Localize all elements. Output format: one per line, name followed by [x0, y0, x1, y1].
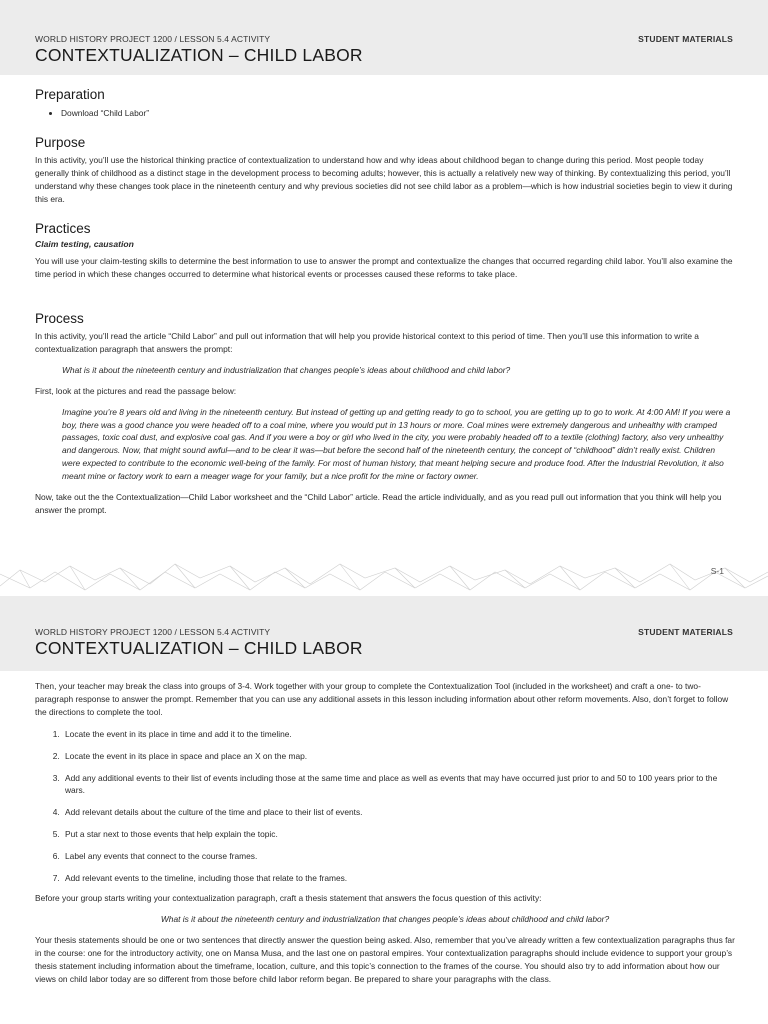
process-after: Now, take out the the Contextualization—Child Labor worksheet and the “Child Labor” article. Read the article individually, and as you read pull out information that you think will help you answer the prompt.: [35, 492, 722, 515]
process-heading: Process: [35, 311, 84, 326]
process-section: [35, 311, 735, 517]
step-item: 6. Label any events that connect to the course frames.: [62, 850, 735, 863]
practices-subheading: Claim testing, causation: [35, 239, 134, 249]
course-label: WORLD HISTORY PROJECT 1200 / LESSON 5.4 ACTIVITY: [35, 627, 271, 637]
student-materials-label: STUDENT MATERIALS: [638, 34, 733, 44]
preparation-item: • Download “Child Labor”: [61, 107, 735, 120]
purpose-heading: Purpose: [35, 135, 86, 150]
page2-prompt: What is it about the nineteenth century and industrialization that changes people’s ideas about childhood and child labor?: [160, 913, 610, 924]
preparation-list: [35, 107, 735, 120]
practices-heading: Practices: [35, 221, 91, 236]
step-item: 1. Locate the event in its place in time and add it to the timeline.: [62, 728, 735, 741]
step-item: 5. Put a star next to those events that help explain the topic.: [62, 828, 735, 841]
process-first: First, look at the pictures and read the passage below:: [35, 385, 237, 396]
student-materials-label: STUDENT MATERIALS: [638, 627, 733, 637]
process-intro: In this activity, you’ll read the article “Child Labor” and pull out information that will help you provide historical context to this period of time. Then you’ll use this information to write a contextualization paragraph that answers the prompt:: [35, 331, 699, 354]
preparation-section: [35, 87, 735, 120]
decorative-mesh-pattern: [0, 556, 768, 596]
process-prompt: What is it about the nineteenth century and industrialization that changes people’s ideas about childhood and child labor?: [62, 364, 511, 375]
page-title: CONTEXTUALIZATION – CHILD LABOR: [35, 45, 363, 65]
purpose-text: In this activity, you’ll use the historical thinking practice of contextualization to understand how and why ideas about childhood began to change during this period. Most people today generally think of childhood as a distinct stage in the development process to becoming adults; however, this is actually a relatively new way of thinking. By contextualizing this period, you’ll understand why these changes took place in the nineteenth century and why previous societies did not see child labor as a problem—which is how industrial societies begin to view it during this era.: [35, 155, 733, 204]
page-number: S-1: [710, 566, 724, 576]
page2-intro: Then, your teacher may break the class into groups of 3-4. Work together with your group to complete the Contextualization Tool (included in the worksheet) and craft a one- to two-paragraph response to answer the prompt. Remember that you can use any additional assets in this lesson including information about other reform movements. Also, don’t forget to follow the directions to complete the tool.: [35, 681, 729, 717]
step-item: 2. Locate the event in its place in space and place an X on the map.: [62, 750, 735, 763]
step-item: 4. Add relevant details about the culture of the time and place to their list of events.: [62, 806, 735, 819]
page2-body: [35, 680, 735, 985]
page-title: CONTEXTUALIZATION – CHILD LABOR: [35, 638, 363, 658]
purpose-section: [35, 135, 735, 206]
preparation-heading: Preparation: [35, 87, 105, 102]
tool-steps-list: [35, 728, 735, 885]
page2-before: Before your group starts writing your contextualization paragraph, craft a thesis statement that answers the focus question of this activity:: [35, 892, 542, 903]
step-item: 3. Add any additional events to their list of events including those at the same time and place as well as events that may have occurred just prior to and 50 to 100 years prior to the wars.: [62, 772, 735, 798]
step-item: 7. Add relevant events to the timeline, including those that relate to the frames.: [62, 872, 735, 885]
course-label: WORLD HISTORY PROJECT 1200 / LESSON 5.4 ACTIVITY: [35, 34, 271, 44]
process-passage: Imagine you’re 8 years old and living in the nineteenth century. But instead of getting up and getting ready to go to school, you are getting up to go to work. At 4:00 AM! If you were a boy, there was a good chance you were headed off to a coal mine, where you would put in 13 hours or more. Coal mines were extremely dangerous and unhealthy with cramped passages, toxic coal dust, and explosive coal gas. And if you were a boy or girl who lived in the city, you were probably headed off to a textile (clothing) factory, also very unhealthy and dangerous. Now, that might sound awful—and to be clear it was—but before the second half of the nineteenth century, the concept of “childhood” didn’t really exist. Children were expected to contribute to the economic well-being of the family. For most of human history, that meant helping secure and produce food. After the Industrial Revolution, it also meant mine or factory work to earn a meager wage for your family, but a nice profit for the mine or factory owner.: [62, 406, 731, 482]
practices-text: You will use your claim-testing skills to determine the best information to use to answer the prompt and contextualize the changes that occurred regarding child labor. You’ll also examine the time period in which these changes occurred to determine what historical events or processes caused these reforms to take place.: [35, 255, 733, 279]
page2-closing: Your thesis statements should be one or two sentences that directly answer the question being asked. Also, remember that you’ve already written a few contextualization paragraphs thus far in the course: one for the introductory activity, one on Mansa Musa, and the last one on pastoral empires. Your contextualization paragraphs should include evidence to support your group’s thesis statement including information about the timeframe, location, culture, and this topic’s connection to the frames of the course. You should also try to add information about how our views on child labor today are so different from those before child labor reform began. Be prepared to share your paragraphs with the class.: [35, 934, 735, 984]
page2-header-band: [0, 596, 768, 671]
practices-section: [35, 221, 735, 281]
page1-header-band: [0, 0, 768, 75]
